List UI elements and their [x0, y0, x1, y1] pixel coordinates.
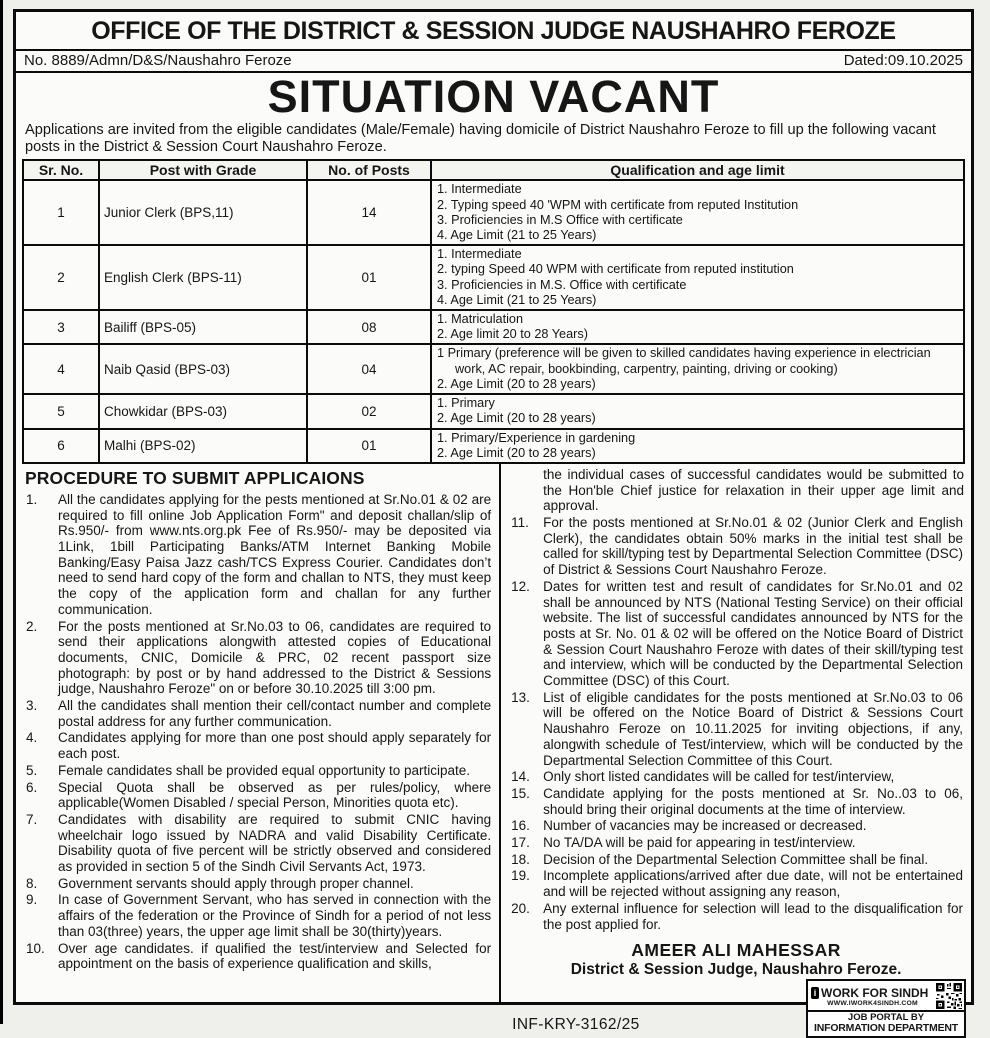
procedure-item	[508, 835, 964, 851]
item-text: For the posts mentioned at Sr.No.01 & 02 (Junior Clerk and English Clerk), the candidates obtain 50% marks in the initial test shall be called for skill/typing test by Departmental Selection Committee (DSC) of District & Sessions Court Naushahro Feroze.	[543, 515, 963, 578]
cell-sr-no: 6	[23, 429, 99, 463]
cell-no-of-posts: 01	[307, 245, 431, 310]
procedure-item	[23, 876, 492, 892]
qualification-line: 1. Primary/Experience in gardening	[437, 430, 636, 445]
item-text: For the posts mentioned at Sr.No.03 to 06, candidates are required to send their applications alongwith attested copies of Educational documents, CNIC, Domicile & PRC, 02 recent passport size photograph: by post or by hand addressed to the District & Sessions judge, Naushahro Feroze" on or before 30.10.2025 till 3:00 pm.	[58, 618, 492, 697]
item-number: 18.	[511, 851, 530, 867]
work-for-sindh-badge	[806, 979, 966, 1038]
qualification-line: 2. Age Limit (20 to 28 years)	[437, 376, 596, 391]
item-number: 15.	[511, 785, 530, 801]
item-text: Decision of the Departmental Selection Committee shall be final.	[543, 851, 929, 867]
cell-no-of-posts: 04	[307, 344, 431, 394]
advertisement-frame	[13, 9, 974, 1035]
cell-post-with-grade: Malhi (BPS-02)	[99, 429, 307, 463]
cell-sr-no: 1	[23, 180, 99, 245]
table-row	[23, 310, 964, 344]
qualification-line: 2. typing Speed 40 WPM with certificate from reputed institution	[437, 262, 794, 277]
item-text: Incomplete applications/arrived after due date, will not be entertained and will be rejected without assigning any reason,	[543, 868, 963, 900]
main-title: SITUATION VACANT	[267, 71, 720, 122]
item-number: 3.	[26, 698, 38, 714]
item-number: 1.	[26, 491, 38, 507]
procedure-right-items	[508, 515, 964, 933]
item-number: 11.	[511, 515, 529, 531]
item-number: 2.	[26, 618, 38, 634]
signatory-title: District & Session Judge, Naushahro Feroze.	[570, 961, 902, 979]
item-number: 6.	[26, 779, 38, 795]
dated-label: Dated:09.10.2025	[843, 52, 963, 69]
badge-url: WWW.IWORK4SINDH.COM	[827, 999, 918, 1007]
table-row	[23, 180, 964, 245]
item-number: 8.	[26, 875, 38, 891]
intro-paragraph: Applications are invited from the eligible candidates (Male/Female) having domicile of District Naushahro Feroze to fill up the following vacant posts in the District & Session Court Naushahro Feroze.	[25, 121, 936, 155]
signature-block	[508, 940, 964, 979]
item-number: 9.	[26, 892, 38, 908]
table-row	[23, 344, 964, 394]
cell-qualification	[431, 394, 964, 428]
procedure-heading: PROCEDURE TO SUBMIT APPLICAIONS	[25, 467, 365, 488]
cell-post-with-grade: Junior Clerk (BPS,11)	[99, 180, 307, 245]
item-text: Number of vacancies may be increased or decreased.	[543, 818, 867, 834]
qualification-line: 2. Age limit 20 to 28 Years)	[437, 327, 588, 342]
procedure-item	[508, 868, 964, 899]
cell-no-of-posts: 02	[307, 394, 431, 428]
procedure-item	[508, 579, 964, 689]
table-row	[23, 429, 964, 463]
cell-post-with-grade: Naib Qasid (BPS-03)	[99, 344, 307, 394]
item-number: 5.	[26, 762, 38, 778]
procedure-item	[23, 812, 492, 875]
cell-no-of-posts: 01	[307, 429, 431, 463]
badge-title: WORK FOR SINDH	[821, 985, 929, 1000]
item-text: Special Quota shall be observed as per rules/policy, where applicable(Women Disabled / special Person, Minorities quota etc).	[58, 779, 492, 811]
item-text: Government servants should apply through proper channel.	[58, 875, 414, 891]
procedure-item	[508, 852, 964, 868]
cell-sr-no: 4	[23, 344, 99, 394]
cell-qualification	[431, 310, 964, 344]
item-10-continuation: the individual cases of successful candidates would be submitted to the Hon'ble Chief justice for relaxation in their upper age limit and approval.	[543, 466, 964, 514]
qualification-line: 1 Primary (preference will be given to skilled candidates having experience in electrician work, AC repair, bookbinding, carpentry, painting, driving or cooking)	[437, 346, 931, 376]
item-text: No TA/DA will be paid for appearing in test/interview.	[543, 835, 856, 851]
cell-qualification	[431, 344, 964, 394]
item-text: All the candidates shall mention their cell/contact number and complete postal address for any further communication.	[58, 698, 492, 729]
item-number: 13.	[511, 689, 530, 705]
table-row	[23, 394, 964, 428]
procedure-item	[508, 901, 964, 932]
procedure-section	[16, 464, 971, 1035]
cell-post-with-grade: Bailiff (BPS-05)	[99, 310, 307, 344]
procedure-item	[508, 515, 964, 578]
qualification-line: 3. Proficiencies in M.S Office with certificate	[437, 212, 683, 227]
cell-qualification	[431, 245, 964, 310]
qualification-line: 1. Intermediate	[437, 247, 522, 262]
table-header-row	[23, 160, 964, 180]
badge-portal-line: JOB PORTAL BY	[847, 1012, 925, 1024]
reference-row	[16, 51, 971, 73]
qualification-line: 2. Age Limit (20 to 28 years)	[437, 411, 596, 426]
item-text: Over age candidates. if qualified the test/interview and Selected for appointment on the basis of experience qualification and skills,	[58, 940, 492, 972]
reference-number: No. 8889/Admn/D&S/Naushahro Feroze	[24, 52, 292, 69]
procedure-item	[23, 619, 492, 698]
procedure-item	[508, 786, 964, 817]
item-number: 10.	[26, 940, 45, 956]
office-title: OFFICE OF THE DISTRICT & SESSION JUDGE NAUSHAHRO FEROZE	[16, 12, 971, 51]
col-header-no-of-posts: No. of Posts	[307, 160, 431, 180]
procedure-item	[23, 780, 492, 811]
signatory-name: AMEER ALI MAHESSAR	[631, 940, 841, 961]
qualification-line: 2. Age Limit (20 to 28 years)	[437, 445, 596, 460]
procedure-left-items	[23, 492, 492, 973]
procedure-item	[23, 763, 492, 779]
badge-bottom	[808, 1012, 964, 1036]
procedure-item	[508, 769, 964, 785]
procedure-item	[508, 690, 964, 769]
item-text: Candidate applying for the posts mentioned at Sr. No..03 to 06, should bring their original documents at the time of interview.	[543, 785, 963, 817]
qr-code-icon	[936, 983, 962, 1009]
badge-top	[808, 981, 964, 1012]
info-icon: i	[811, 987, 819, 999]
cell-sr-no: 3	[23, 310, 99, 344]
col-header-sr-no: Sr. No.	[23, 160, 99, 180]
badge-department-line: INFORMATION DEPARTMENT	[814, 1022, 958, 1035]
item-text: Candidates with disability are required to submit CNIC having wheelchair logo issued by NADRA and valid Disability Certificate. Disability quota of five percent will be strictly observed and considered as provided in section 5 of the Sindh Civil Servants Act, 1973.	[58, 811, 492, 875]
cell-no-of-posts: 08	[307, 310, 431, 344]
cell-sr-no: 5	[23, 394, 99, 428]
cell-qualification	[431, 180, 964, 245]
procedure-left-column	[16, 464, 501, 1002]
cell-post-with-grade: Chowkidar (BPS-03)	[99, 394, 307, 428]
cell-qualification	[431, 429, 964, 463]
procedure-item	[23, 892, 492, 939]
item-number: 19.	[511, 868, 530, 884]
procedure-item	[23, 698, 492, 729]
item-number: 12.	[511, 578, 530, 594]
qualification-line: 1. Primary	[437, 396, 495, 411]
qualification-line: 4. Age Limit (21 to 25 Years)	[437, 292, 597, 307]
badge-top-text	[811, 986, 934, 1007]
vacancy-table	[22, 159, 965, 463]
item-text: Only short listed candidates will be called for test/interview,	[543, 769, 895, 785]
item-number: 20.	[511, 900, 530, 916]
badge-title-line	[811, 986, 934, 1000]
newspaper-column-rule	[0, 0, 3, 1024]
table-row	[23, 245, 964, 310]
cell-post-with-grade: English Clerk (BPS-11)	[99, 245, 307, 310]
footer-row	[508, 979, 964, 1037]
vacancy-table-body	[23, 180, 964, 462]
item-text: Female candidates shall be provided equal opportunity to participate.	[58, 762, 471, 778]
advertisement-code: INF-KRY-3162/25	[512, 1016, 640, 1034]
procedure-item	[23, 492, 492, 618]
item-text: Candidates applying for more than one post should apply separately for each post.	[58, 730, 492, 762]
item-text: All the candidates applying for the pests mentioned at Sr.No.01 & 02 are required to fill online Job Application Form" and deposit challan/slip of Rs.950/- from www.nts.org.pk Fee of Rs.950/- may be deposited via 1Link, 1bill Participating Banks/ATM Internet Banking Mobile Banking/Easy Paisa Jazz cash/TCS Express Courier. Candidates don’t need to send hard copy of the form and challan to NTS, they must keep the copy of the application form and challan for any further communication.	[58, 491, 492, 617]
item-text: Any external influence for selection will lead to the disqualification for the post applied for.	[543, 900, 963, 932]
cell-no-of-posts: 14	[307, 180, 431, 245]
procedure-right-column	[501, 464, 971, 1035]
item-number: 7.	[26, 811, 38, 827]
item-number: 4.	[26, 730, 38, 746]
qualification-line: 3. Proficiencies in M.S. Office with certificate	[437, 277, 687, 292]
qualification-line: 1. Matriculation	[437, 312, 524, 327]
qualification-line: 2. Typing speed 40 'WPM with certificate from reputed Institution	[437, 197, 799, 212]
item-text: Dates for written test and result of candidates for Sr.No.01 and 02 shall be announced by NTS (National Testing Service) on their official website. The list of successful candidates announced by NTS for the posts at Sr. No. 01 & 02 will be offered on the Notice Board of District & Session Court Naushahro Feroze with dates of their skill/typing test and interview, which will be conducted by the Departmental Selection Committee (DSC) of this Court.	[543, 578, 963, 689]
col-header-qualification: Qualification and age limit	[431, 160, 964, 180]
item-number: 16.	[511, 818, 530, 834]
procedure-item	[508, 818, 964, 834]
procedure-item	[23, 730, 492, 761]
cell-sr-no: 2	[23, 245, 99, 310]
item-number: 14.	[511, 769, 530, 785]
procedure-item	[23, 941, 492, 972]
col-header-post: Post with Grade	[99, 160, 307, 180]
qualification-line: 1. Intermediate	[437, 182, 522, 197]
item-number: 17.	[511, 835, 530, 851]
qualification-line: 4. Age Limit (21 to 25 Years)	[437, 228, 597, 243]
item-text: In case of Government Servant, who has served in connection with the affairs of the federation or the Province of Sindh for a period of not less than 03(three) years, the upper age limit shall be 30(thirty)years.	[58, 892, 492, 939]
item-text: List of eligible candidates for the posts mentioned at Sr.No.03 to 06 will be offered on the Notice Board of District & Sessions Court Naushahro Feroze on 10.11.2025 for inviting objections, if any, alongwith schedule of Test/interview, which will be conducted by the Departmental Selection Committee of this Court.	[543, 689, 963, 768]
